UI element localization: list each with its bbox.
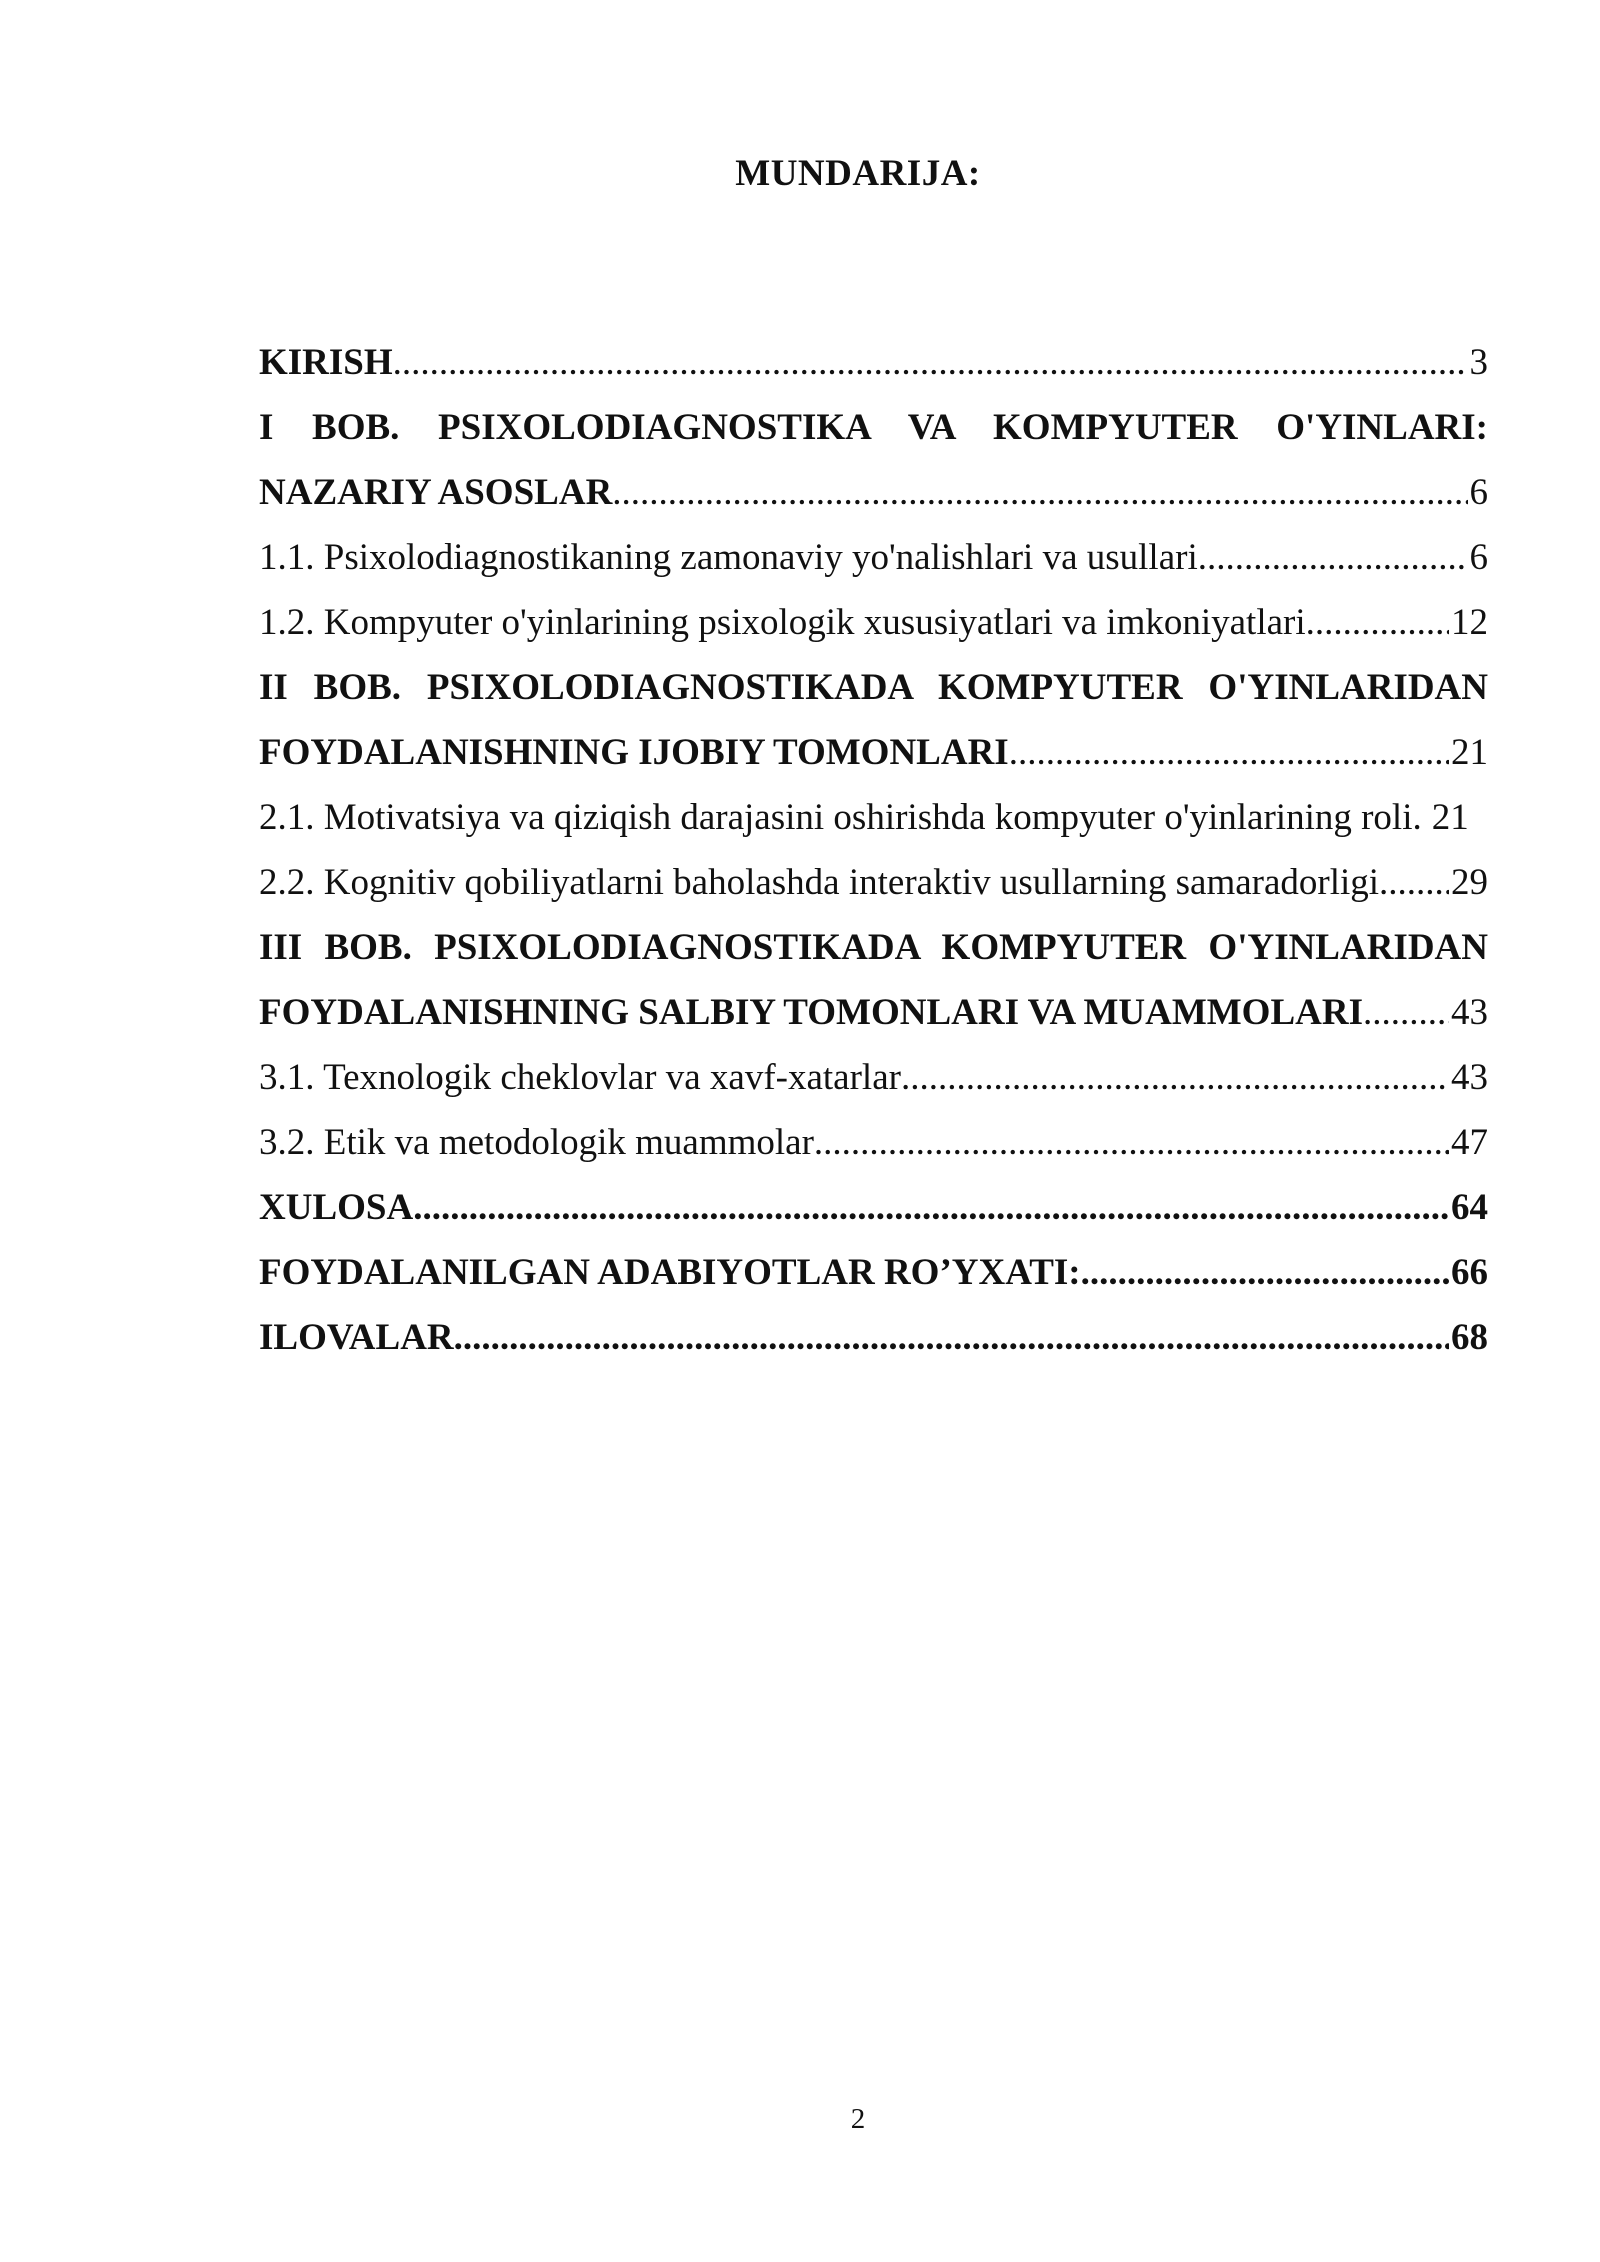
toc-entry-heading-line: II BOB. PSIXOLODIAGNOSTIKADA KOMPYUTER O'YINLARIDAN: [259, 667, 1488, 708]
toc-entry-label: FOYDALANISHNING IJOBIY TOMONLARI: [259, 732, 1009, 773]
toc-entry-label: FOYDALANILGAN ADABIYOTLAR RO’YXATI:: [259, 1252, 1081, 1293]
toc-entry-label: 3.1. Texnologik cheklovlar va xavf-xatarlar: [259, 1057, 901, 1098]
toc-entry-section-1-1[interactable]: [259, 525, 1488, 590]
toc-entry-heading-line: III BOB. PSIXOLODIAGNOSTIKADA KOMPYUTER O'YINLARIDAN: [259, 927, 1488, 968]
toc-entry-label: KIRISH: [259, 342, 393, 383]
toc-entry-page: 21: [1451, 732, 1488, 773]
toc-entry-section-3-2[interactable]: [259, 1110, 1488, 1175]
dot-leader: [1379, 850, 1449, 915]
toc-entry-page: 43: [1451, 1057, 1488, 1098]
toc-entry-label: 2.1. Motivatsiya va qiziqish darajasini oshirishda kompyuter o'yinlarining roli.: [259, 797, 1422, 838]
toc-entry-label: 3.2. Etik va metodologik muammolar: [259, 1122, 814, 1163]
dot-leader: [393, 330, 1468, 395]
dot-leader: [1081, 1240, 1449, 1305]
toc-entry-chapter-1[interactable]: [259, 395, 1488, 525]
toc-entry-section-1-2[interactable]: [259, 590, 1488, 655]
dot-leader: [1306, 590, 1449, 655]
toc-entry-page: 6: [1469, 472, 1488, 513]
dot-leader: [1009, 720, 1449, 785]
toc-entry-page: 68: [1451, 1317, 1488, 1358]
toc-entry-label: NAZARIY ASOSLAR: [259, 472, 613, 513]
toc-entry-bibliography[interactable]: [259, 1240, 1488, 1305]
dot-leader: [413, 1175, 1449, 1240]
toc-entry-section-2-1[interactable]: [259, 785, 1488, 850]
toc-entry-chapter-2[interactable]: [259, 655, 1488, 785]
toc-entry-label: 2.2. Kognitiv qobiliyatlarni baholashda interaktiv usullarning samaradorligi: [259, 862, 1380, 903]
toc-entry-label: FOYDALANISHNING SALBIY TOMONLARI VA MUAMMOLARI: [259, 992, 1363, 1033]
toc-entry-page: 47: [1451, 1122, 1488, 1163]
toc-entry-label: XULOSA: [259, 1187, 414, 1228]
toc-entry-page: 6: [1469, 537, 1488, 578]
toc-entry-section-2-2[interactable]: [259, 850, 1488, 915]
toc-entry-label: 1.2. Kompyuter o'yinlarining psixologik xususiyatlari va imkoniyatlari: [259, 602, 1306, 643]
toc-entry-kirish[interactable]: [259, 330, 1488, 395]
dot-leader: [901, 1045, 1449, 1110]
toc-entry-page: 29: [1451, 862, 1488, 903]
toc-entry-appendices[interactable]: [259, 1305, 1488, 1370]
page-title: MUNDARIJA:: [735, 153, 981, 194]
toc-entry-label: ILOVALAR: [259, 1317, 454, 1358]
toc-entry-page: 43: [1451, 992, 1488, 1033]
toc-entry-page: 3: [1469, 342, 1488, 383]
page-number: 2: [850, 2103, 866, 2135]
dot-leader: [454, 1305, 1449, 1370]
dot-leader: [814, 1110, 1449, 1175]
table-of-contents: [259, 330, 1488, 1370]
toc-entry-section-3-1[interactable]: [259, 1045, 1488, 1110]
toc-entry-label: 1.1. Psixolodiagnostikaning zamonaviy yo'nalishlari va usullari: [259, 537, 1198, 578]
toc-entry-chapter-3[interactable]: [259, 915, 1488, 1045]
dot-leader: [1363, 980, 1449, 1045]
dot-leader: [612, 460, 1467, 525]
toc-entry-page: 66: [1451, 1252, 1488, 1293]
dot-leader: [1198, 525, 1468, 590]
toc-entry-page: 12: [1451, 602, 1488, 643]
toc-entry-xulosa[interactable]: [259, 1175, 1488, 1240]
toc-entry-heading-line: I BOB. PSIXOLODIAGNOSTIKA VA KOMPYUTER O'YINLARI:: [259, 407, 1488, 448]
toc-entry-page: 21: [1431, 797, 1469, 838]
toc-entry-page: 64: [1451, 1187, 1488, 1228]
